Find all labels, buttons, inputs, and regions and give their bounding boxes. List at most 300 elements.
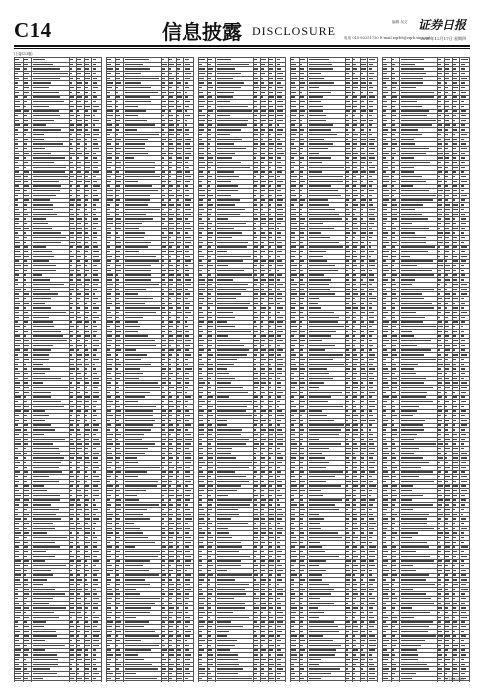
text-placeholder [85,570,89,571]
text-placeholder [125,523,134,524]
text-placeholder [185,439,192,440]
text-placeholder [93,617,99,618]
text-placeholder [107,129,112,130]
text-placeholder [24,214,28,215]
text-placeholder [85,321,89,322]
text-placeholder [15,120,19,121]
text-placeholder [77,232,82,233]
text-placeholder [107,612,111,613]
text-placeholder [185,64,190,65]
table-cell [123,643,161,648]
text-placeholder [93,439,99,440]
text-placeholder [107,490,112,491]
text-placeholder [70,242,75,243]
text-placeholder [70,640,72,641]
text-placeholder [162,589,164,590]
text-placeholder [93,659,96,660]
text-placeholder [107,73,111,74]
text-placeholder [162,171,165,172]
text-placeholder [85,528,90,529]
text-placeholder [116,321,120,322]
text-placeholder [185,223,191,224]
text-placeholder [169,673,172,674]
text-placeholder [93,556,98,557]
text-placeholder [125,59,149,60]
text-placeholder [162,649,167,650]
text-placeholder [162,73,165,74]
text-placeholder [185,303,190,304]
text-placeholder [15,101,19,102]
text-placeholder [177,110,182,111]
text-placeholder [33,598,53,599]
text-placeholder [125,303,145,304]
text-placeholder [33,462,61,463]
text-placeholder [70,87,74,88]
text-placeholder [185,167,189,168]
text-placeholder [24,139,28,140]
text-placeholder [77,73,81,74]
text-placeholder [169,289,172,290]
text-placeholder [107,649,111,650]
table-cell [123,484,161,489]
text-placeholder [169,195,174,196]
text-placeholder [162,612,165,613]
table-row [15,76,102,81]
text-placeholder [77,185,80,186]
table-cell [168,681,176,682]
text-placeholder [185,378,189,379]
text-placeholder [15,124,20,125]
text-placeholder [185,148,191,149]
text-placeholder [116,246,121,247]
text-placeholder [185,312,191,313]
text-placeholder [177,335,182,336]
table-row [15,437,102,442]
text-placeholder [107,645,110,646]
text-placeholder [33,424,51,425]
text-placeholder [177,171,182,172]
text-placeholder [177,631,179,632]
text-placeholder [185,570,188,571]
text-placeholder [93,499,96,500]
text-placeholder [107,565,112,566]
text-placeholder [93,392,100,393]
text-placeholder [24,593,29,594]
table-cell [123,343,161,348]
text-placeholder [15,59,19,60]
text-placeholder [33,110,59,111]
text-placeholder [185,612,188,613]
text-placeholder [185,218,188,219]
text-placeholder [93,228,96,229]
text-placeholder [93,518,100,519]
text-placeholder [24,298,26,299]
text-placeholder [24,392,29,393]
text-placeholder [125,153,148,154]
text-placeholder [162,204,166,205]
text-placeholder [162,190,164,191]
text-placeholder [24,443,29,444]
text-placeholder [177,204,181,205]
text-placeholder [77,354,82,355]
text-placeholder [24,153,29,154]
text-placeholder [116,284,119,285]
text-placeholder [33,668,50,669]
text-placeholder [33,556,55,557]
text-placeholder [93,359,99,360]
text-placeholder [162,124,165,125]
text-placeholder [177,242,181,243]
text-placeholder [93,607,98,608]
text-placeholder [107,115,112,116]
text-placeholder [116,448,120,449]
text-placeholder [24,237,27,238]
text-placeholder [77,96,82,97]
table-row [107,442,194,447]
text-placeholder [177,349,182,350]
text-placeholder [125,228,139,229]
text-placeholder [85,359,88,360]
text-placeholder [125,439,142,440]
text-placeholder [70,78,73,79]
text-placeholder [15,589,18,590]
text-placeholder [93,157,97,158]
text-placeholder [70,237,74,238]
text-placeholder [185,664,190,665]
header-rule-thin [14,48,470,49]
text-placeholder [107,209,109,210]
text-placeholder [107,195,112,196]
table-cell [76,681,84,682]
text-placeholder [70,617,72,618]
text-placeholder [24,162,28,163]
text-placeholder [33,654,57,655]
text-placeholder [125,509,147,510]
text-placeholder [70,256,74,257]
text-placeholder [33,645,65,646]
section-title: 信息披露 [162,20,242,44]
text-placeholder [93,453,99,454]
text-placeholder [70,546,73,547]
text-placeholder [169,359,171,360]
text-placeholder [177,167,182,168]
text-placeholder [125,246,148,247]
text-placeholder [169,148,174,149]
text-placeholder [107,481,109,482]
text-placeholder [33,162,54,163]
text-placeholder [15,148,18,149]
text-placeholder [93,551,100,552]
text-placeholder [70,429,74,430]
text-placeholder [77,467,80,468]
table-row [107,409,194,414]
table-cell [31,100,69,105]
text-placeholder [185,317,188,318]
text-placeholder [162,410,166,411]
text-placeholder [85,560,87,561]
text-placeholder [85,584,88,585]
text-placeholder [169,481,172,482]
text-placeholder [70,518,73,519]
text-placeholder [15,415,19,416]
text-placeholder [77,579,82,580]
text-placeholder [77,420,80,421]
text-placeholder [107,185,109,186]
text-placeholder [77,143,80,144]
text-placeholder [77,284,82,285]
text-placeholder [177,68,181,69]
text-placeholder [169,232,173,233]
text-placeholder [33,368,50,369]
text-placeholder [77,223,81,224]
text-placeholder [107,415,112,416]
text-placeholder [70,631,74,632]
text-placeholder [93,162,98,163]
text-placeholder [185,214,191,215]
text-placeholder [125,612,150,613]
text-placeholder [24,148,27,149]
text-placeholder [185,481,191,482]
table-cell [31,456,69,461]
text-placeholder [125,181,138,182]
text-placeholder [185,485,188,486]
text-placeholder [15,82,18,83]
text-placeholder [33,167,66,168]
text-placeholder [116,589,119,590]
text-placeholder [116,607,119,608]
text-placeholder [169,331,172,332]
table-cell [31,404,69,409]
text-placeholder [169,110,171,111]
text-placeholder [177,345,180,346]
table-cell [31,156,69,161]
text-placeholder [93,101,97,102]
text-placeholder [15,668,21,669]
text-placeholder [85,110,88,111]
text-placeholder [93,167,98,168]
text-placeholder [85,96,88,97]
text-placeholder [77,626,80,627]
text-placeholder [85,499,90,500]
text-placeholder [116,560,120,561]
text-placeholder [77,593,80,594]
page-header [14,14,470,44]
text-placeholder [177,471,180,472]
text-placeholder [177,359,180,360]
text-placeholder [125,195,150,196]
text-placeholder [24,584,28,585]
text-placeholder [107,537,110,538]
text-placeholder [116,499,121,500]
text-placeholder [85,317,89,318]
text-placeholder [162,246,166,247]
text-placeholder [24,204,27,205]
text-placeholder [85,626,90,627]
text-placeholder [93,560,99,561]
text-placeholder [125,298,153,299]
text-placeholder [77,382,80,383]
text-placeholder [77,237,82,238]
text-placeholder [177,340,182,341]
text-placeholder [93,401,97,402]
text-placeholder [107,640,112,641]
text-placeholder [162,129,164,130]
text-placeholder [162,256,164,257]
text-placeholder [185,153,191,154]
text-placeholder [77,485,79,486]
text-placeholder [125,528,140,529]
text-placeholder [125,209,160,210]
text-placeholder [15,274,19,275]
text-placeholder [85,153,89,154]
text-placeholder [77,654,81,655]
text-placeholder [93,514,96,515]
text-placeholder [77,490,81,491]
text-placeholder [24,565,29,566]
text-placeholder [116,514,119,515]
text-placeholder [169,434,171,435]
text-placeholder [33,139,44,140]
text-placeholder [169,514,173,515]
text-placeholder [162,162,164,163]
text-placeholder [70,424,73,425]
text-placeholder [24,556,27,557]
text-placeholder [125,139,148,140]
text-placeholder [177,73,180,74]
text-placeholder [33,303,45,304]
text-placeholder [15,92,19,93]
text-placeholder [185,289,188,290]
text-placeholder [177,214,180,215]
text-placeholder [116,551,120,552]
text-placeholder [15,429,21,430]
text-placeholder [125,593,140,594]
text-placeholder [85,401,89,402]
text-placeholder [125,214,146,215]
text-placeholder [85,415,88,416]
text-placeholder [116,293,120,294]
text-placeholder [185,110,188,111]
text-placeholder [125,176,160,177]
text-placeholder [70,289,74,290]
text-placeholder [70,598,74,599]
text-placeholder [169,635,173,636]
text-placeholder [24,546,28,547]
text-placeholder [15,523,19,524]
text-placeholder [77,598,81,599]
text-placeholder [125,551,160,552]
text-placeholder [125,143,145,144]
text-placeholder [169,349,174,350]
text-placeholder [70,448,75,449]
text-placeholder [85,612,87,613]
text-placeholder [77,631,80,632]
text-placeholder [77,251,80,252]
text-placeholder [107,626,111,627]
text-placeholder [107,256,112,257]
text-placeholder [107,514,113,515]
text-placeholder [70,148,73,149]
text-placeholder [77,68,81,69]
text-placeholder [162,87,165,88]
text-placeholder [24,190,27,191]
text-placeholder [116,528,121,529]
text-placeholder [77,110,79,111]
text-placeholder [24,59,28,60]
text-placeholder [33,678,43,679]
text-placeholder [177,617,181,618]
table-row [107,217,194,222]
text-placeholder [125,406,156,407]
text-placeholder [169,223,174,224]
text-placeholder [125,237,144,238]
text-placeholder [185,307,189,308]
text-placeholder [169,542,173,543]
text-placeholder [107,181,110,182]
text-placeholder [24,223,27,224]
text-placeholder [107,574,110,575]
text-placeholder [24,401,27,402]
text-placeholder [77,462,80,463]
text-placeholder [77,120,82,121]
table-cell [31,72,69,77]
text-placeholder [33,467,59,468]
text-placeholder [107,556,111,557]
text-placeholder [93,242,97,243]
text-placeholder [93,476,100,477]
text-placeholder [177,640,181,641]
text-placeholder [93,532,96,533]
text-placeholder [70,410,73,411]
text-placeholder [162,415,166,416]
text-placeholder [33,171,65,172]
text-placeholder [125,574,159,575]
text-placeholder [85,73,90,74]
text-placeholder [33,584,43,585]
text-placeholder [185,368,192,369]
text-placeholder [24,640,29,641]
text-placeholder [33,504,51,505]
text-placeholder [70,542,73,543]
text-placeholder [107,617,111,618]
text-placeholder [185,139,192,140]
text-placeholder [33,293,58,294]
text-placeholder [107,378,111,379]
text-placeholder [33,364,43,365]
text-placeholder [169,218,173,219]
text-placeholder [85,129,88,130]
text-placeholder [85,279,90,280]
text-placeholder [15,181,21,182]
text-placeholder [70,92,72,93]
text-placeholder [77,289,79,290]
text-placeholder [70,565,73,566]
text-placeholder [169,293,174,294]
text-placeholder [116,570,119,571]
text-placeholder [177,387,182,388]
text-placeholder [15,134,18,135]
text-placeholder [85,134,90,135]
text-placeholder [15,439,20,440]
text-placeholder [70,331,73,332]
text-placeholder [125,410,153,411]
text-placeholder [177,420,182,421]
text-placeholder [24,209,27,210]
text-placeholder [185,92,188,93]
text-placeholder [24,532,29,533]
section-title-en: DISCLOSURE [252,24,337,38]
contact-line: 电话 010-83251730 E-mail zqrb9@zqrb.sina.net [344,36,431,40]
